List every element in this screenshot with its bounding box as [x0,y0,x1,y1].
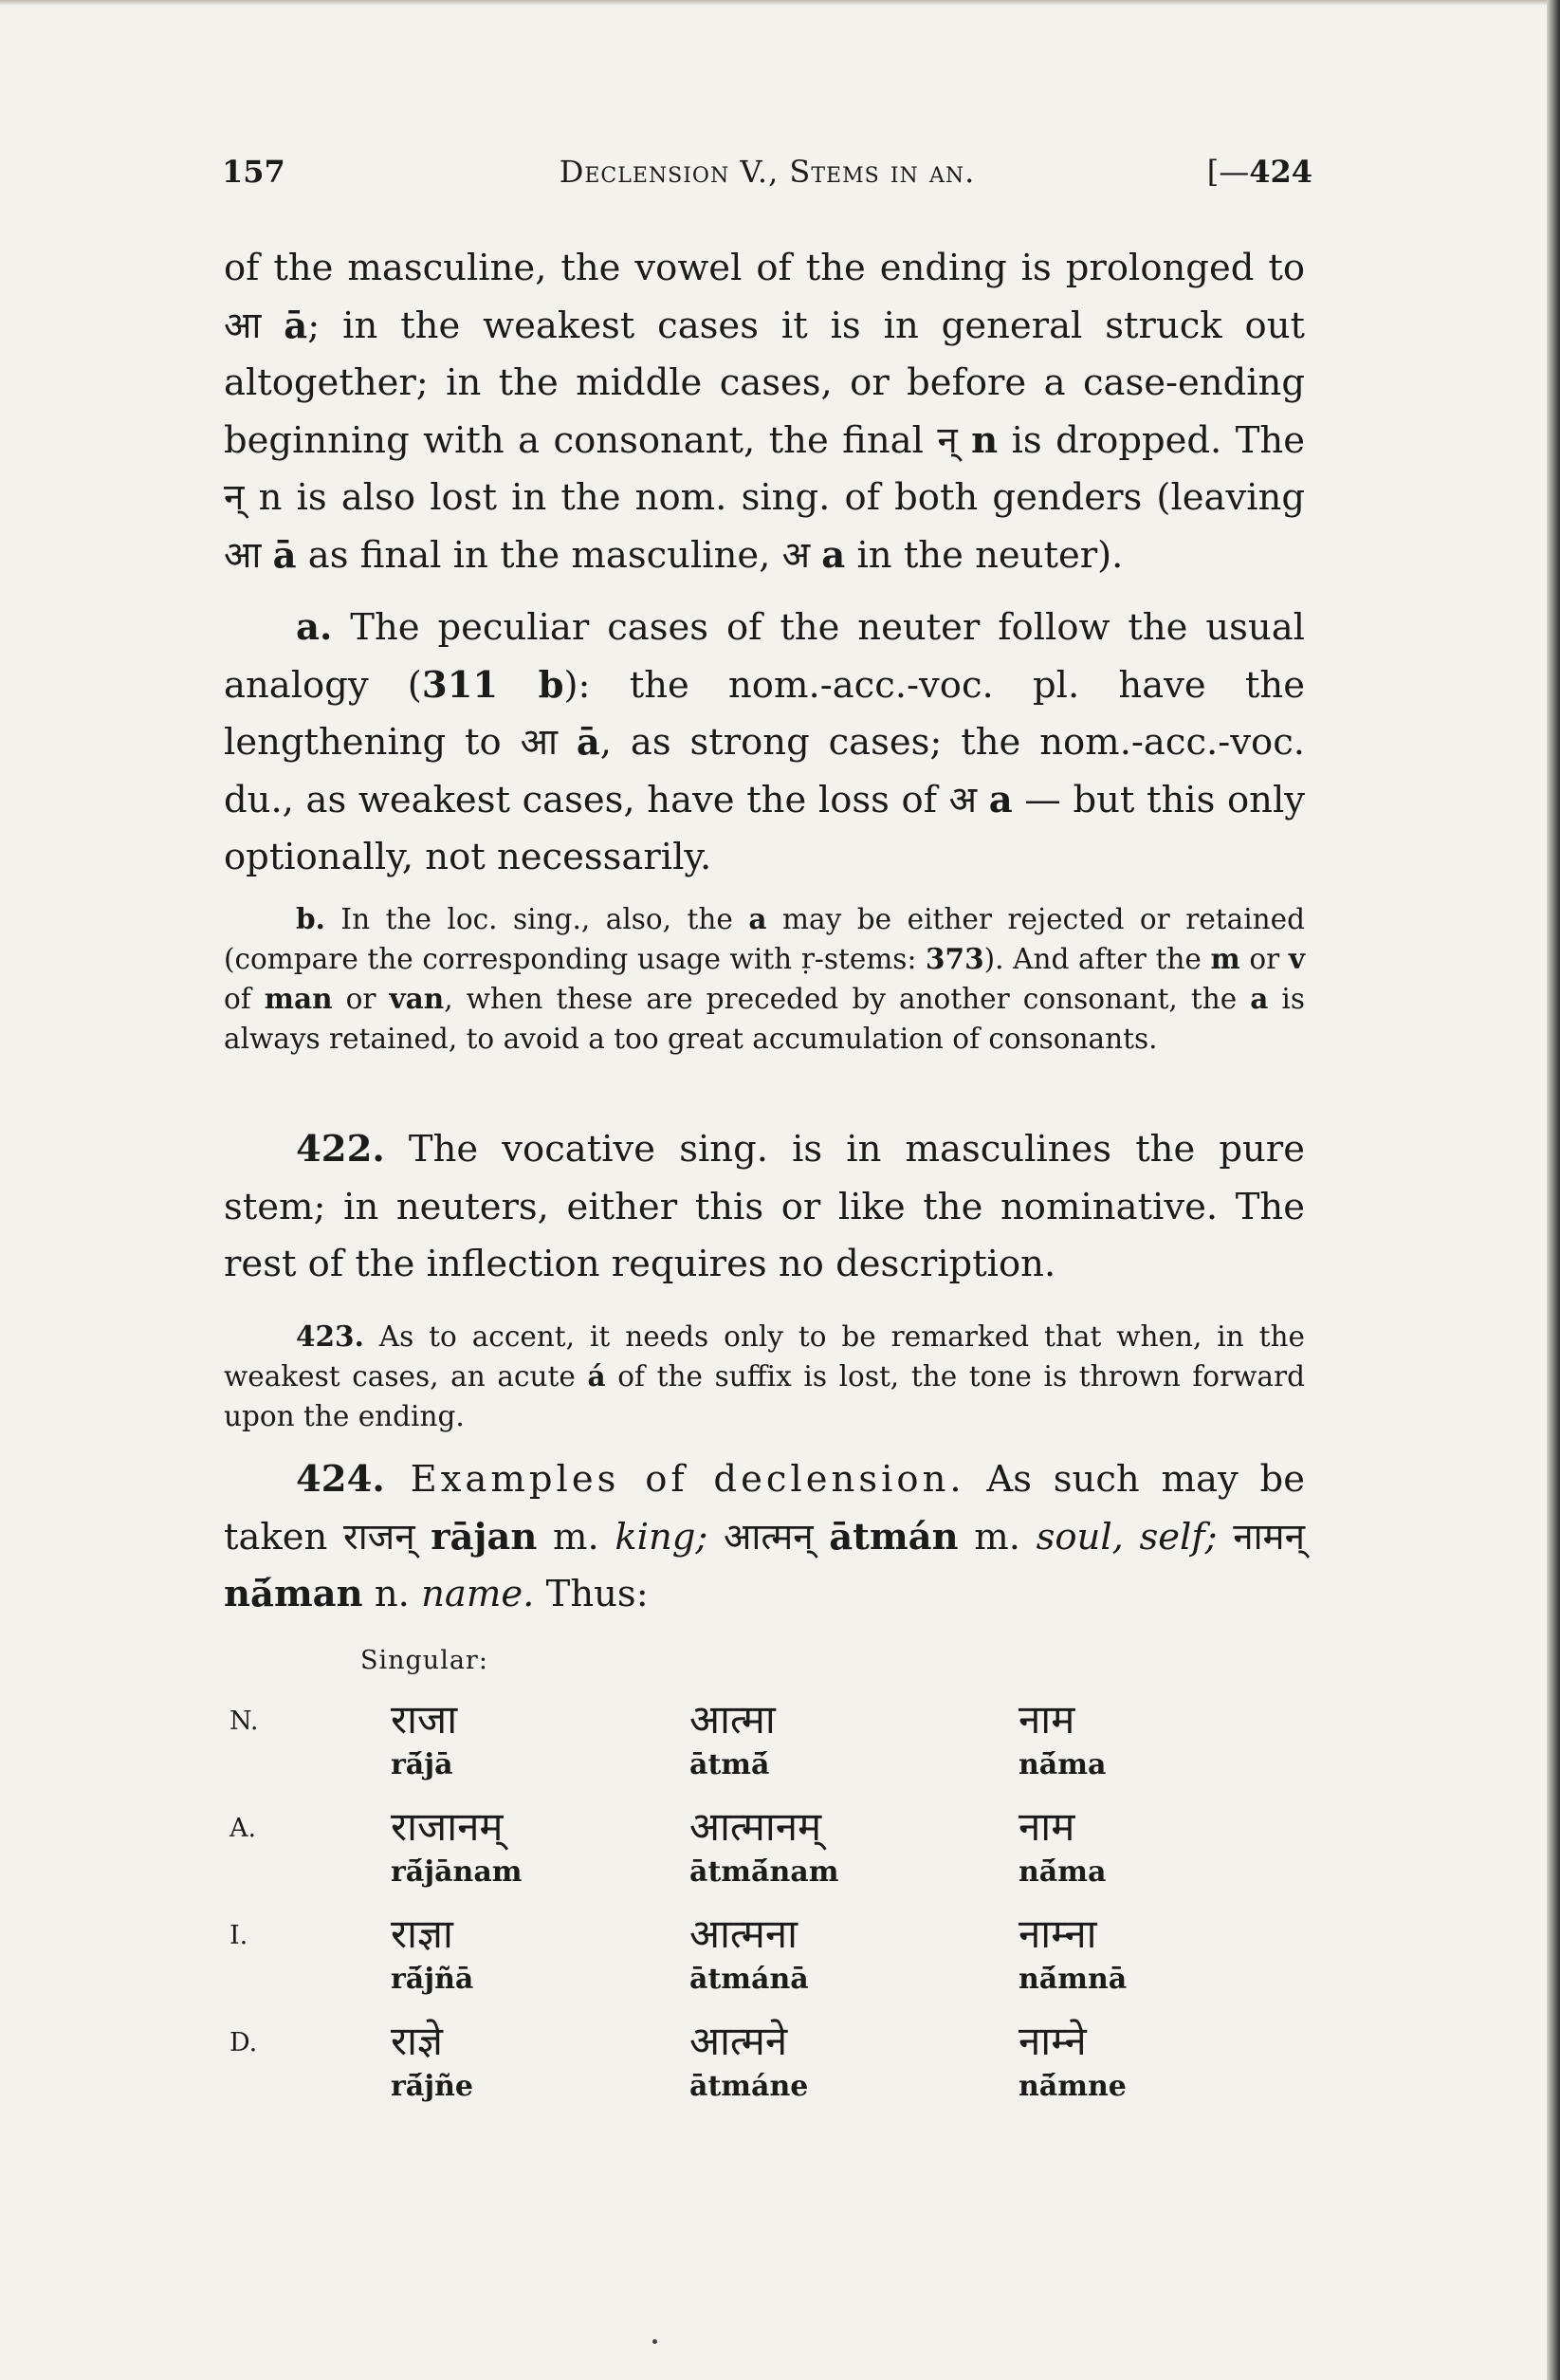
case-row-dative [224,2017,1305,2131]
form-cell: आत्मना ātmánā [689,1910,809,1996]
form-cell: राज्ञा rā́jñā [391,1910,474,1996]
form-cell: नाम nā́ma [1019,1696,1107,1781]
case-row-instrumental [224,1910,1305,2023]
form-cell: राजानम् rā́jānam [391,1803,523,1889]
paragraph-423: 423. As to accent, it needs only to be remarked that when, in the weakest cases, an acute á of the suffix is lost, the tone is thrown forward upon the ending. [224,1319,1305,1432]
number-label: Singular: [360,1646,488,1675]
form-cell: नाम्ने nā́mne [1019,2018,1127,2103]
case-label: I. [229,1921,248,1950]
form-cell: नाम्ना nā́mnā [1019,1910,1128,1996]
case-row-accusative [224,1802,1305,1916]
paragraph-intro: of the masculine, the vowel of the ending is prolonged to आ ā; in the weakest cases it is in general struck out altogether; in the middle cases, or before a case-ending beginning with a consonant, the final न् n is dropped. The न् n is also lost in the nom. sing. of both genders (leaving आ ā as final in the masculine, अ a in the neuter). [224,247,1305,577]
running-header [222,154,1312,195]
section-reference: [—424 [1206,154,1312,190]
case-row-nominative [224,1695,1305,1809]
form-cell: राजा rā́jā [391,1696,458,1781]
paragraph-a: a. The peculiar cases of the neuter follow the usual analogy (311 b): the nom.-acc.-voc. pl. have the lengthening to आ ā, as strong cases; the nom.-acc.-voc. du., as weakest cases, have the loss of अ a — but this only optionally, not necessarily. [224,606,1306,878]
paragraph-424: 424. Examples of declension. As such may be taken राजन् rājan m. king; आत्मन् ātmán m. soul, self; नामन् nā́man n. name. Thus: [224,1458,1305,1615]
form-cell: आत्मने ātmáne [689,2018,809,2103]
case-label: D. [229,2028,258,2057]
page-speck [652,2339,657,2344]
case-label: A. [229,1814,257,1843]
page-top-edge [0,0,1560,6]
page-number: 157 [222,154,285,190]
form-cell: नाम nā́ma [1019,1803,1107,1889]
form-cell: आत्मा ātmā́ [689,1696,776,1781]
page-binding-edge [1547,0,1560,2380]
form-cell: आत्मानम् ātmā́nam [689,1803,839,1889]
paragraph-b: b. In the loc. sing., also, the a may be either rejected or retained (compare the corresponding usage with ṛ-stems: 373). And after the m or v of man or van, when these are preceded by another consonant, the a is always retained, to avoid a too great accumulation of consonants. [224,902,1305,1055]
form-cell: राज्ञे rā́jñe [391,2018,473,2103]
declension-table [224,1646,1305,2139]
running-title: Declension V., Stems in an. [559,154,976,190]
paragraph-422: 422. The vocative sing. is in masculines the pure stem; in neuters, either this or like the nominative. The rest of the inflection requires no description. [224,1128,1305,1285]
case-label: N. [229,1707,259,1736]
